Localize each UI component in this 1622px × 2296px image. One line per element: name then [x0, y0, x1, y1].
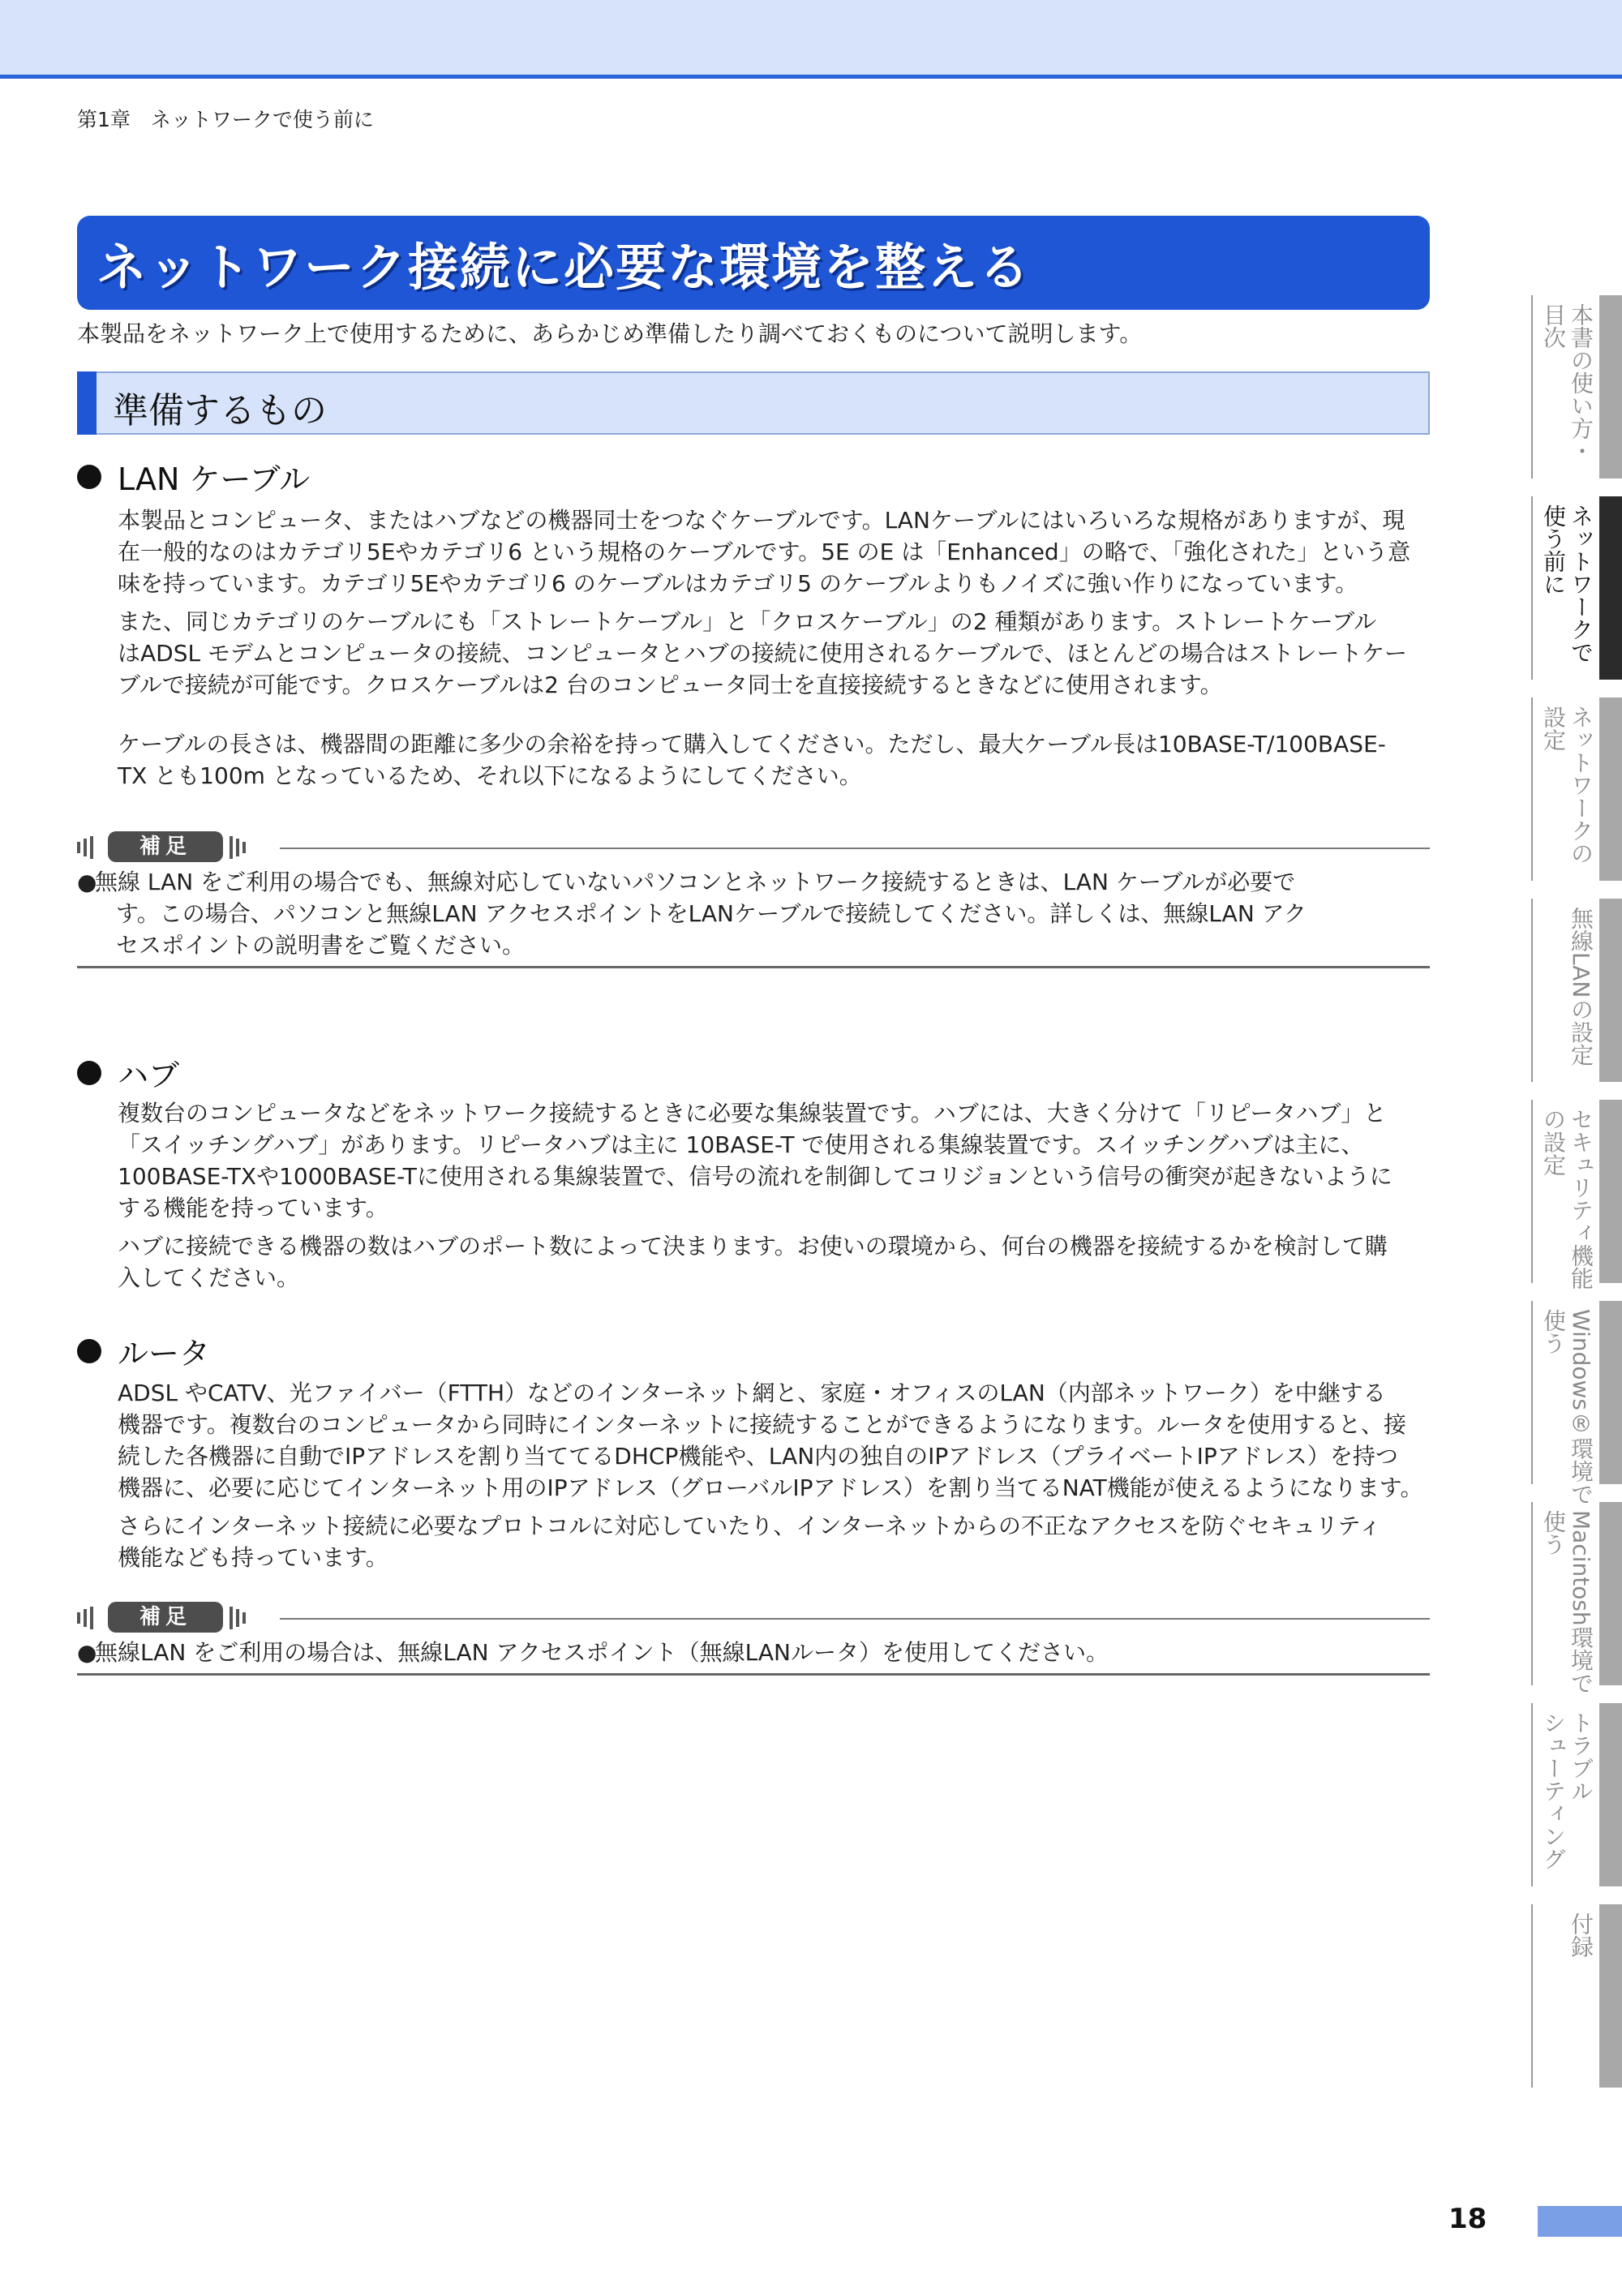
running-header: 第1章 ネットワークで使う前に — [77, 108, 374, 131]
text-line: 複数台のコンピュータなどをネットワーク接続するときに必要な集線装置です。ハブには、大きく分けて「リピータハブ」と — [118, 1100, 1387, 1127]
router-heading-text: ルータ — [118, 1336, 211, 1371]
note-header — [77, 831, 1430, 864]
note-bullet: ● — [77, 1639, 97, 1666]
note-body — [77, 866, 1430, 968]
note-line: 無線LAN をご利用の場合は、無線LAN アクセスポイント（無線LANルータ）を使用してください。 — [95, 1639, 1109, 1666]
note-line: セスポイントの説明書をご覧ください。 — [116, 932, 526, 959]
section-title: 準備するもの — [113, 390, 327, 431]
side-tab-label: 付録 — [1568, 1912, 1594, 1958]
text-line: 100BASE-TXや1000BASE-Tに使用される集線装置で、信号の流れを制御してコリジョンという信号の衝突が起きないように — [118, 1163, 1392, 1190]
hub-heading-text: ハブ — [118, 1058, 180, 1093]
side-tab-intro[interactable] — [1531, 295, 1622, 479]
note-line: す。この場合、パソコンと無線LAN アクセスポイントをLANケーブルで接続してください。詳しくは、無線LAN アク — [116, 900, 1307, 927]
side-tab-wireless-lan[interactable] — [1531, 899, 1622, 1082]
note-bars-left-icon — [77, 1607, 93, 1629]
text-line: 在一般的なのはカテゴリ5Eやカテゴリ6 という規格のケーブルです。5E のE は「Enhanced」の略で、「強化された」という意 — [118, 539, 1411, 565]
side-tab-appendix[interactable] — [1531, 1904, 1622, 2088]
note-line: 無線 LAN をご利用の場合でも、無線対応していないパソコンとネットワーク接続するときは、LAN ケーブルが必要で — [95, 869, 1296, 895]
text-line: する機能を持っています。 — [118, 1195, 388, 1221]
text-line: さらにインターネット接続に必要なプロトコルに対応していたり、インターネットからの不正なアクセスを防ぐセキュリティ — [118, 1513, 1382, 1539]
text-line: 続した各機器に自動でIPアドレスを割り当ててるDHCP機能や、LAN内の独自のIPアドレス（プライベートIPアドレス）を持つ — [118, 1443, 1398, 1470]
text-line: ハブに接続できる機器の数はハブのポート数によって決まります。お使いの環境から、何台の機器を接続するかを検討して購 — [118, 1233, 1388, 1260]
side-tab-label: トラブル シューティング — [1540, 1711, 1594, 1870]
side-tab-label: ネットワークの 設定 — [1540, 706, 1594, 865]
text-line: TX とも100m となっているため、それ以下になるようにしてください。 — [118, 762, 862, 789]
page-number: 18 — [1448, 2203, 1487, 2235]
text-line: 本製品とコンピュータ、またはハブなどの機器同士をつなぐケーブルです。LANケーブルにはいろいろな規格がありますが、現 — [118, 507, 1405, 534]
text-line: はADSL モデムとコンピュータの接続、コンピュータとハブの接続に使用されるケーブルで、ほとんどの場合はストレートケー — [118, 640, 1407, 667]
note-rule — [280, 848, 1430, 849]
note-label: 補足 — [108, 831, 223, 862]
hub-body — [118, 1097, 1430, 1300]
intro-text: 本製品をネットワーク上で使用するために、あらかじめ準備したり調べておくものについて説明します。 — [77, 320, 1143, 347]
note-bars-left-icon — [77, 836, 93, 859]
side-tab-security[interactable] — [1531, 1100, 1622, 1290]
side-tab-label: セキュリティ機能 の設定 — [1540, 1108, 1594, 1290]
side-tab-label: ネットワークで 使う前に — [1540, 504, 1594, 663]
hub-heading — [77, 1050, 179, 1095]
lan-heading-text: LAN ケーブル — [118, 461, 311, 497]
note-label: 補足 — [108, 1602, 223, 1633]
text-line: 味を持っています。カテゴリ5Eやカテゴリ6 のケーブルはカテゴリ5 のケーブルよりもノイズに強い作りになっています。 — [118, 570, 1358, 597]
note-bars-right-icon — [230, 1607, 246, 1629]
page-number-tab — [1538, 2206, 1622, 2237]
top-band — [0, 0, 1622, 79]
text-line: 「スイッチングハブ」があります。リピータハブは主に 10BASE-T で使用される集線装置です。スイッチングハブは主に、 — [118, 1131, 1364, 1158]
lan-body-length — [118, 728, 1430, 792]
side-tab-label: Macintosh環境で 使う — [1540, 1510, 1594, 1694]
note-rule — [280, 1618, 1430, 1620]
text-line: ADSL やCATV、光ファイバー（FTTH）などのインターネット網と、家庭・オフィスのLAN（内部ネットワーク）を中継する — [118, 1380, 1386, 1406]
text-line: また、同じカテゴリのケーブルにも「ストレートケーブル」と「クロスケーブル」の2 種類があります。ストレートケーブル — [118, 608, 1377, 635]
page-title: ネットワーク接続に必要な環境を整える — [97, 238, 1032, 297]
text-line: 機能なども持っています。 — [118, 1544, 388, 1571]
bullet-dot-icon — [77, 465, 101, 489]
side-tab-network-setup[interactable] — [1531, 697, 1622, 881]
text-line: 機器です。複数台のコンピュータから同時にインターネットに接続することができるようになります。ルータを使用すると、接 — [118, 1411, 1407, 1438]
text-line: ブルで接続が可能です。クロスケーブルは2 台のコンピュータ同士を直接接続するときなどに使用されます。 — [118, 672, 1223, 698]
side-tab-label: 無線LANの設定 — [1568, 907, 1594, 1066]
router-body — [118, 1377, 1430, 1580]
text-line: 入してください。 — [118, 1264, 300, 1291]
side-tab-macintosh[interactable] — [1531, 1502, 1622, 1694]
side-tab-label: Windows®環境で 使う — [1540, 1309, 1594, 1505]
title-banner — [77, 216, 1430, 310]
text-line: 機器に、必要に応じてインターネット用のIPアドレス（グローバルIPアドレス）を割り当てるNAT機能が使えるようになります。 — [118, 1474, 1423, 1501]
bullet-dot-icon — [77, 1339, 101, 1363]
section-heading — [77, 371, 1430, 435]
router-heading — [77, 1328, 210, 1373]
note-bars-right-icon — [230, 836, 246, 859]
lan-heading — [77, 454, 310, 499]
note-bullet: ● — [77, 869, 97, 895]
lan-body — [118, 504, 1430, 707]
note-header — [77, 1602, 1430, 1634]
text-line: ケーブルの長さは、機器間の距離に多少の余裕を持って購入してください。ただし、最大ケーブル長は10BASE-T/100BASE- — [118, 731, 1386, 757]
note-body — [77, 1637, 1430, 1676]
side-tab-label: 本書の使い方・ 目次 — [1540, 303, 1594, 462]
bullet-dot-icon — [77, 1061, 101, 1085]
side-tab-windows[interactable] — [1531, 1301, 1622, 1505]
section-heading-bar — [77, 371, 97, 435]
side-tab-troubleshooting[interactable] — [1531, 1703, 1622, 1886]
side-tab-before-use[interactable] — [1531, 496, 1622, 680]
